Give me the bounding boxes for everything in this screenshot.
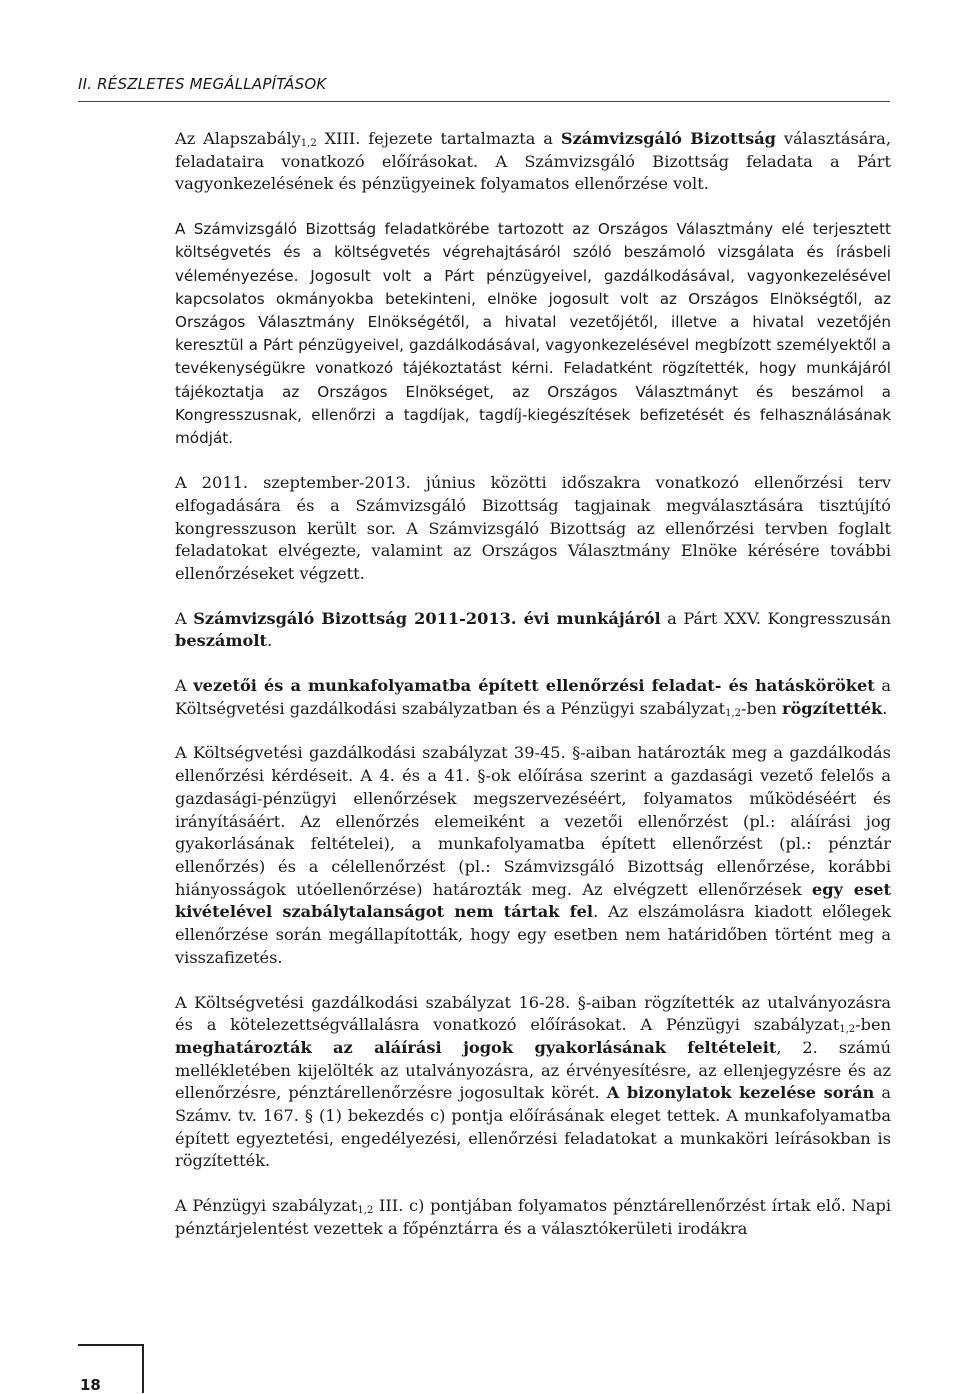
- text-run: -ben: [855, 1015, 891, 1035]
- text-run: . Az elszámolásra kiadott előlegek ellenőrzése során megállapították, hogy egy esetben nem határidőben történt meg a visszafizetés.: [175, 902, 891, 967]
- bold-text: meghatározták az aláírási jogok gyakorlásának feltételeit: [175, 1037, 777, 1057]
- subscript: 1,2: [839, 1024, 856, 1036]
- text-run: A 2011. szeptember-2013. június közötti időszakra vonatkozó ellenőrzési terv elfogadására és a Számvizsgáló Bizottság tagjainak megválasztására tisztújító kongresszuson került sor. A Számvizsgáló Bizottság az ellenőrzési tervben foglalt feladatokat elvégezte, valamint az Országos Választmány Elnöke kérésére további ellenőrzéseket végzett.: [175, 473, 891, 583]
- text-run: -ben: [741, 698, 782, 718]
- page-number: 18: [80, 1376, 101, 1394]
- bold-text: A bizonylatok kezelése során: [606, 1083, 875, 1103]
- paragraph: [175, 742, 891, 969]
- text-run: A Költségvetési gazdálkodási szabályzat 39-45. §-aiban határozták meg a gazdálkodás ellenőrzési kérdéseit. A 4. és a 41. §-ok előírása szerint a gazdasági vezető felelős a gazdasági-pénzügyi ellenőrzések megszervezéséért, folyamatos működéséért és irányításáért. Az ellenőrzés elemeiként a vezetői ellenőrzést (pl.: aláírási jog gyakorlásának feltételei), a munkafolyamatba épített ellenőrzést (pl.: pénztár ellenőrzés) és a célellenőrzést (pl.: Számvizsgáló Bizottság ellenőrzése, korábbi hiányosságok utóellenőrzése) határozták meg. Az elvégzett ellenőrzések: [175, 743, 891, 899]
- paragraph: [175, 992, 891, 1174]
- text-run: a Párt XXV. Kongresszusán: [660, 608, 891, 628]
- bold-text: Számvizsgáló Bizottság: [560, 129, 776, 148]
- paragraph: [175, 128, 891, 196]
- text-run: a Számv. tv. 167. § (1) bekezdés c) pontja előírásának eleget tettek. A munkafolyamatba épített egyeztetési, engedélyezési, ellenőrzési feladatokat a munkaköri leírásokban is rögzítették.: [175, 1083, 891, 1171]
- page-number-box: [78, 1344, 144, 1393]
- paragraph: [175, 472, 891, 586]
- bold-text: egy eset kivételével szabálytalanságot nem tártak fel: [175, 879, 891, 922]
- text-run: A: [175, 608, 194, 628]
- text-run: Az Alapszabály: [175, 129, 301, 148]
- text-run: A: [175, 676, 194, 696]
- paragraph: [175, 675, 891, 720]
- text-run: választására, feladataira vonatkozó előírásokat. A Számvizsgáló Bizottság feladata a Párt vagyonkezelésének és pénzügyeinek folyamatos ellenőrzése volt.: [175, 129, 891, 194]
- subscript: 1,2: [300, 138, 317, 149]
- text-run: .: [882, 698, 888, 718]
- text-run: , 2. számú mellékletében kijelölték az utalványozásra, az érvényesítésre, az ellenjegyzésre és az ellenőrzésre, pénztárellenőrzésre jogosultak körét.: [175, 1037, 891, 1103]
- running-header: [78, 74, 890, 102]
- text-run: XIII. fejezete tartalmazta a: [316, 129, 561, 148]
- bold-text: vezetői és a munkafolyamatba épített ellenőrzési feladat- és hatásköröket: [193, 676, 875, 696]
- bold-text: beszámolt: [175, 631, 267, 651]
- text-run: III. c) pontjában folyamatos pénztárellenőrzést írtak elő. Napi pénztárjelentést vezettek a főpénztárra és a választókerületi irodákra: [175, 1196, 892, 1238]
- text-run: A Költségvetési gazdálkodási szabályzat 16-28. §-aiban rögzítették az utalványozásra és a kötelezettségvállalásra vonatkozó előírásokat. A Pénzügyi szabályzat: [175, 992, 891, 1035]
- paragraph: [175, 218, 891, 450]
- text-run: A Számvizsgáló Bizottság feladatkörébe tartozott az Országos Választmány elé terjesztett költségvetés és a költségvetés végrehajtásáról szóló beszámoló vizsgálata és írásbeli véleményezése. Jogosult volt a Párt pénzügyeivel, gazdálkodásával, vagyonkezelésével kapcsolatos okmányokba betekinteni, elnöke jogosult volt az Országos Elnökségtől, az Országos Választmány Elnökségétől, a hivatal vezetőjétől, illetve a hivatal vezetőjén keresztül a Párt pénzügyeivel, gazdálkodásával, vagyonkezelésével megbízott személyektől a tevékenységükre vonatkozó tájékoztatást kérni. Feladatként rögzítették, hogy munkájáról tájékoztatja az Országos Elnökséget, az Országos Választmányt és beszámol a Kongresszusnak, ellenőrzi a tagdíjak, tagdíj-kiegészítések befizetését és felhasználásának módját.: [175, 220, 891, 447]
- paragraph: [175, 1195, 891, 1240]
- text-run: a Költségvetési gazdálkodási szabályzatban és a Pénzügyi szabályzat: [175, 676, 891, 718]
- bold-text: Számvizsgáló Bizottság 2011-2013. évi munkájáról: [193, 608, 661, 628]
- text-run: A Pénzügyi szabályzat: [175, 1196, 358, 1216]
- paragraph: [175, 608, 891, 653]
- bold-text: rögzítették: [781, 698, 883, 718]
- text-run: .: [266, 631, 273, 651]
- document-body: [175, 128, 891, 1263]
- subscript: 1,2: [357, 1205, 374, 1217]
- header-title: II. RÉSZLETES MEGÁLLAPÍTÁSOK: [78, 75, 327, 93]
- subscript: 1,2: [725, 707, 741, 719]
